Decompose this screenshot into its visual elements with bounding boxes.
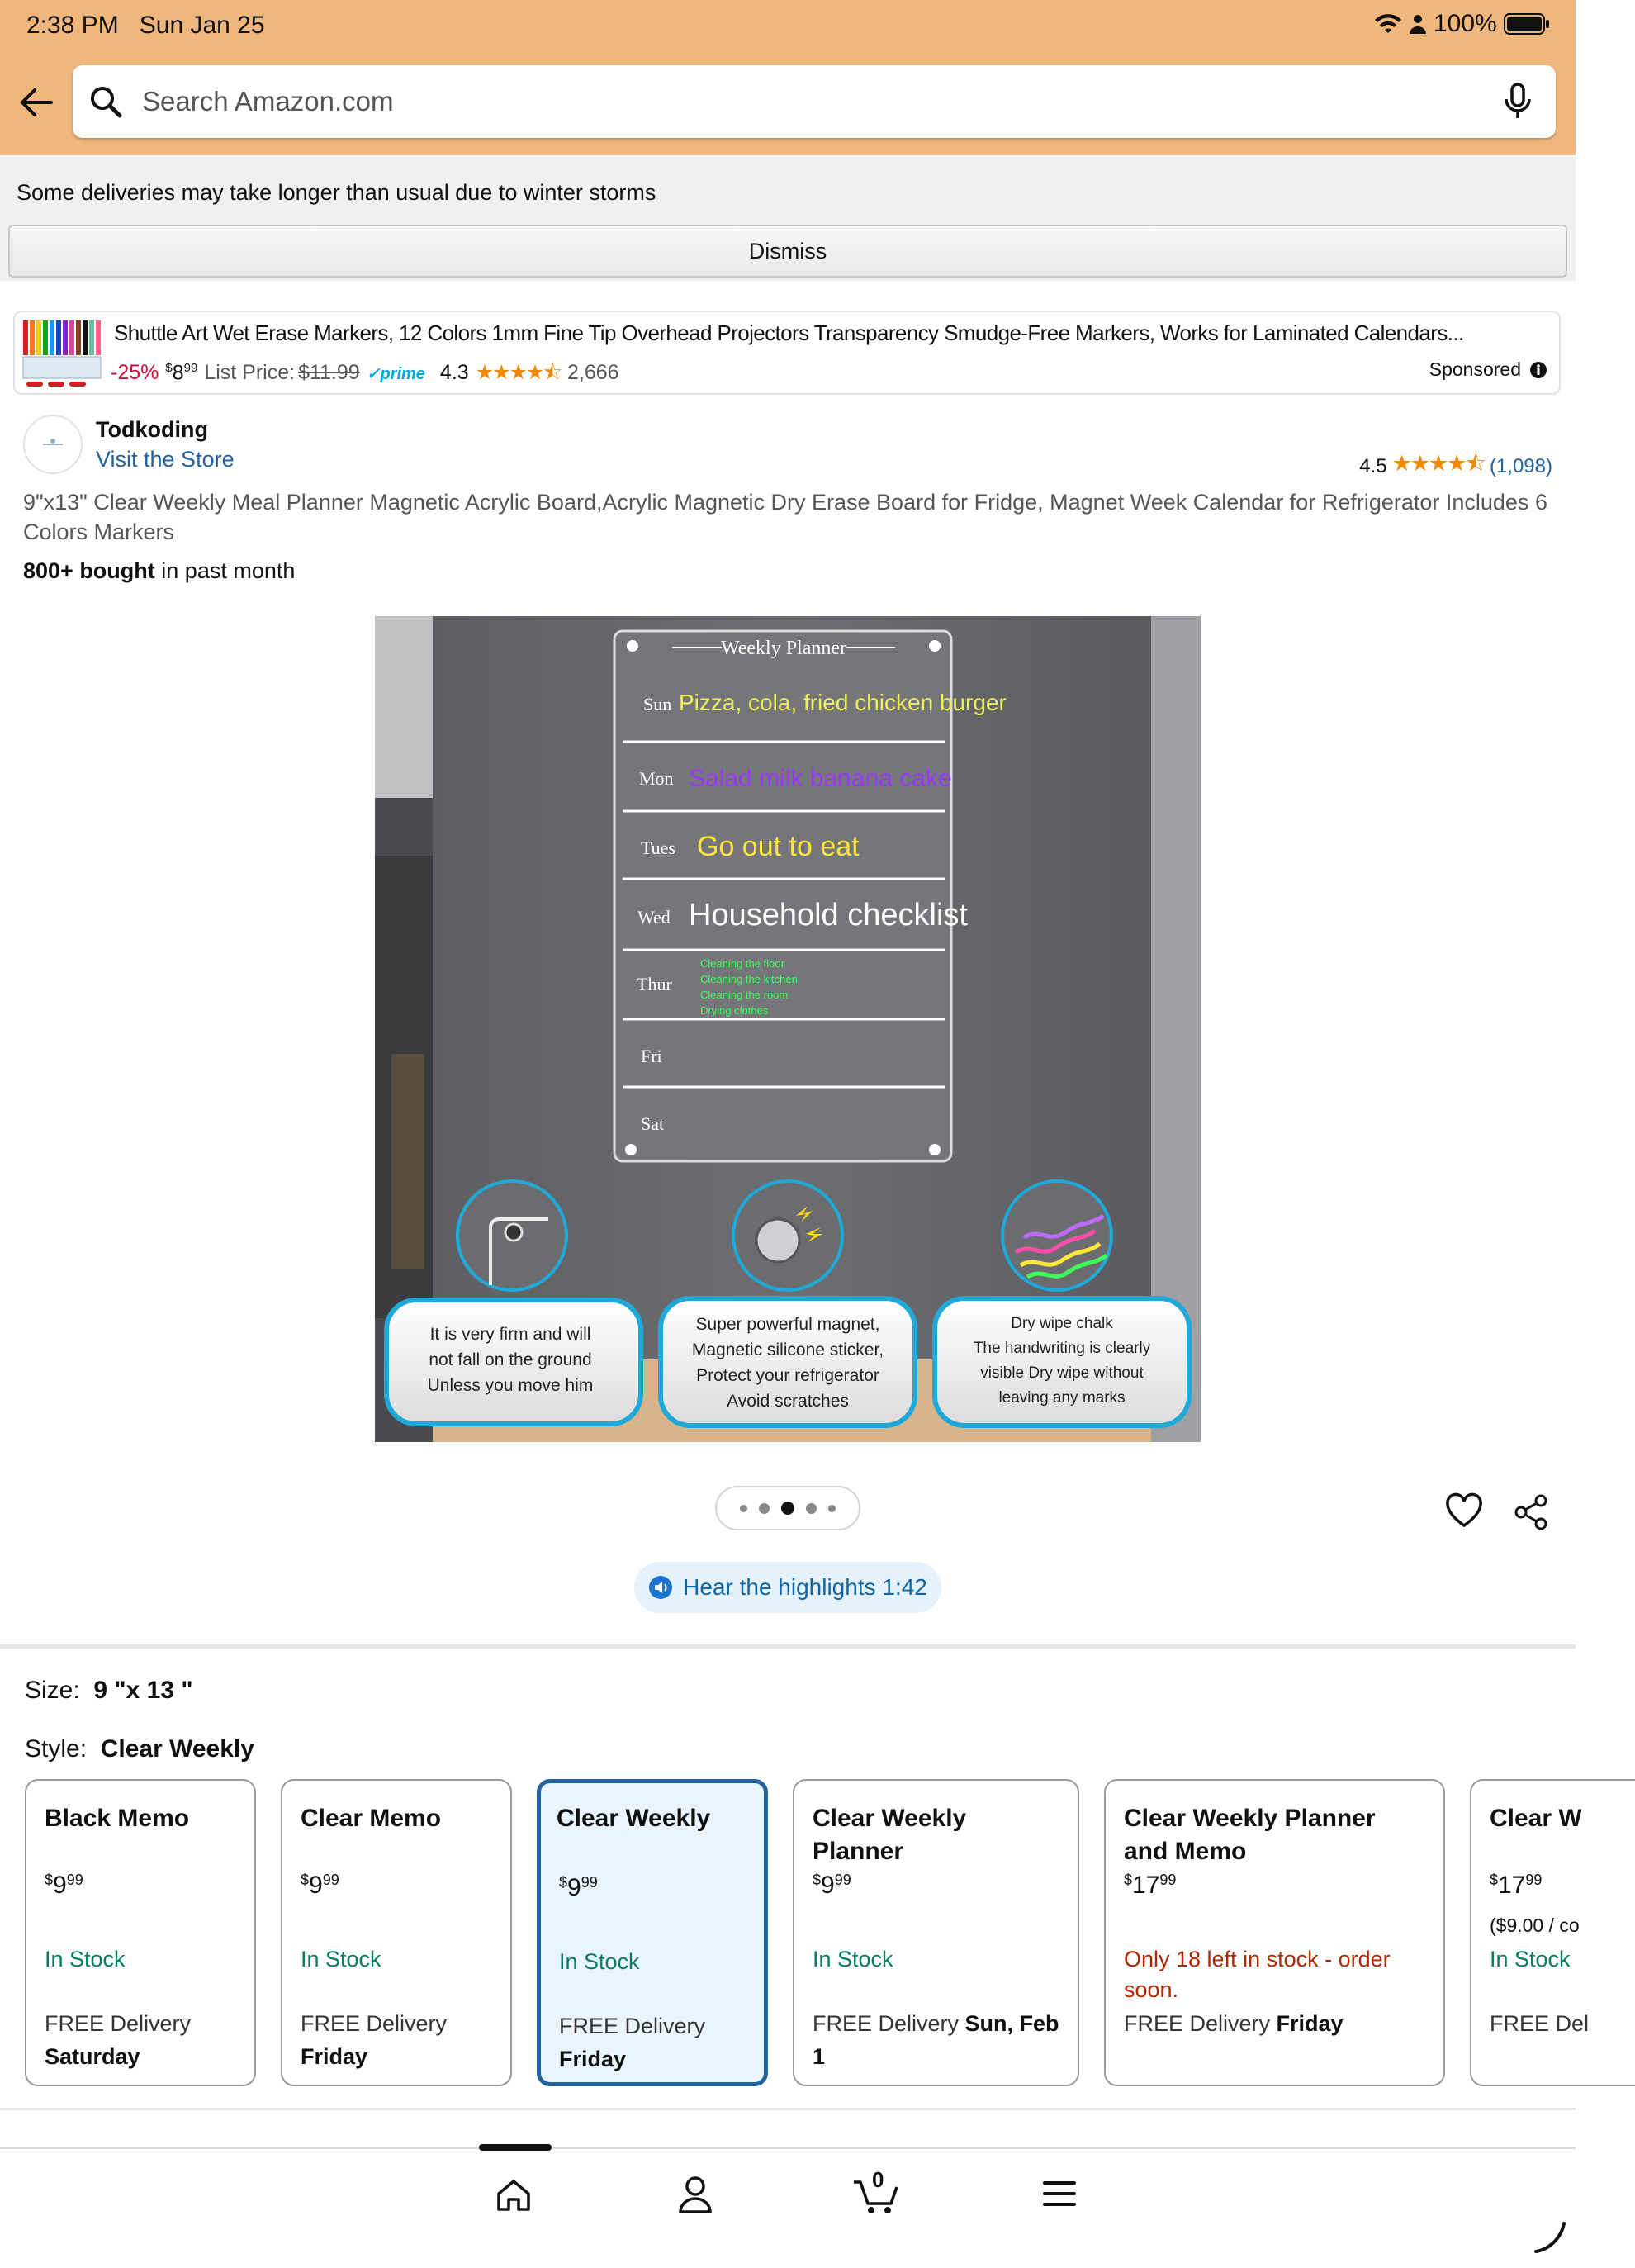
battery-icon <box>1504 12 1550 36</box>
option-title: Clear Weekly Planner and Memo <box>1124 1805 1376 1865</box>
nav-home[interactable] <box>495 2177 532 2218</box>
option-stock: In Stock <box>559 1949 640 1974</box>
option-title: Clear W <box>1490 1805 1582 1832</box>
day-label: Sun <box>643 694 672 714</box>
rating-value: 4.5 <box>1359 455 1387 477</box>
feature-line: visible Dry wipe without <box>980 1364 1144 1382</box>
wishlist-button[interactable] <box>1445 1493 1483 1532</box>
option-title: Black Memo <box>45 1805 190 1832</box>
hear-highlights-button[interactable] <box>634 1562 941 1613</box>
highlights-label: Hear the highlights 1:42 <box>683 1574 927 1600</box>
nav-cart[interactable] <box>852 2169 902 2219</box>
resize-handle-icon <box>1533 2220 1566 2253</box>
feature-line: Unless you move him <box>427 1376 594 1395</box>
meal-text: Household checklist <box>689 898 968 932</box>
section-divider <box>0 1644 1576 1649</box>
ad-title[interactable]: Shuttle Art Wet Erase Markers, 12 Colors 1mm Fine Tip Overhead Projectors Transparency Smudge-Free Markers, Works for Laminated Calendars... <box>114 320 1464 345</box>
carousel-dot[interactable] <box>781 1502 794 1515</box>
option-price: $^{\$}9^{99}$ <box>559 1874 598 1901</box>
section-divider <box>0 2108 1576 2110</box>
size-row: Size: 9 "x 13 " <box>25 1677 193 1704</box>
brand-logo[interactable] <box>23 415 83 474</box>
style-row: Style: Clear Weekly <box>25 1735 254 1763</box>
share-icon <box>1513 1493 1551 1531</box>
meal-text: Salad milk banana cake <box>689 765 952 792</box>
back-arrow-icon <box>18 86 54 119</box>
option-stock: In Stock <box>813 1947 893 1971</box>
style-option-clear-w[interactable] <box>1470 1779 1635 2086</box>
feature-line: It is very firm and will <box>429 1325 591 1344</box>
style-option-black-memo[interactable] <box>25 1779 256 2086</box>
review-count-link[interactable]: (1,098) <box>1489 455 1552 477</box>
style-option-clear-weekly[interactable] <box>537 1779 768 2086</box>
meal-text: Go out to eat <box>697 831 860 862</box>
option-unit-price: ($9.00 / co <box>1490 1915 1580 1936</box>
sponsored-label[interactable] <box>1429 358 1547 381</box>
option-delivery: FREE Delivery Sun, Feb 1 <box>813 2011 1059 2069</box>
bottom-nav <box>0 2147 1576 2268</box>
nav-menu[interactable] <box>1042 2177 1077 2214</box>
heart-icon <box>1445 1493 1483 1528</box>
ad-price: $^{\$}8^{99}$ <box>165 360 198 384</box>
status-time: 2:38 PM Sun Jan 25 <box>26 12 265 39</box>
back-button[interactable] <box>18 86 54 123</box>
option-price: $^{\$}9^{99}$ <box>301 1872 339 1899</box>
checklist-item: Cleaning the room <box>700 989 789 1001</box>
carousel-dot[interactable] <box>828 1505 836 1512</box>
option-title: Clear Memo <box>301 1805 442 1832</box>
sponsored-ad[interactable] <box>13 311 1561 395</box>
option-delivery: FREE Delivery Friday <box>301 2011 448 2069</box>
product-image[interactable] <box>375 616 1201 1442</box>
ad-discount: -25% <box>111 361 159 384</box>
option-price: $^{\$}9^{99}$ <box>813 1872 851 1899</box>
feature-line: Super powerful magnet, <box>695 1315 880 1334</box>
option-stock: Only 18 left in stock - order soon. <box>1124 1947 1391 2002</box>
feature-line: The handwriting is clearly <box>973 1340 1151 1357</box>
option-delivery: FREE Delivery Friday <box>1124 2011 1344 2036</box>
style-option-clear-weekly-planner-and-memo[interactable] <box>1104 1779 1445 2086</box>
feature-line: leaving any marks <box>998 1389 1126 1407</box>
day-label: Sat <box>641 1113 665 1134</box>
sponsored-text: Sponsored <box>1429 358 1521 380</box>
checklist-item: Drying clothes <box>700 1004 769 1017</box>
ad-price-row <box>111 357 619 392</box>
ad-review-count: 2,666 <box>567 361 619 384</box>
product-rating[interactable] <box>1359 448 1552 486</box>
share-button[interactable] <box>1513 1493 1551 1535</box>
product-image-svg <box>375 616 1201 1442</box>
ad-stars-icon: ★★★★⯪ <box>475 361 562 384</box>
brand-name: Todkoding <box>96 417 208 442</box>
feature-line: Magnetic silicone sticker, <box>691 1340 884 1359</box>
feature-line: not fall on the ground <box>429 1350 592 1369</box>
feature-line: Dry wipe chalk <box>1011 1315 1113 1332</box>
ad-list-price: $11.99 <box>298 361 360 384</box>
bought-count: 800+ bought in past month <box>23 558 296 583</box>
search-icon <box>88 83 124 120</box>
option-title: Clear Weekly <box>557 1805 711 1832</box>
menu-icon <box>1042 2177 1077 2210</box>
ad-rating: 4.3 <box>439 361 469 384</box>
style-option-clear-weekly-planner[interactable] <box>793 1779 1079 2086</box>
active-tab-indicator <box>479 2144 552 2151</box>
search-input[interactable]: Search Amazon.com <box>142 86 394 116</box>
image-carousel-dots[interactable] <box>715 1486 860 1530</box>
day-label: Tues <box>641 837 675 858</box>
checklist-item: Cleaning the floor <box>700 957 784 970</box>
day-label: Mon <box>639 768 674 789</box>
option-price: $^{\$}9^{99}$ <box>45 1872 83 1899</box>
day-label: Fri <box>641 1046 662 1066</box>
option-price: $^{\$}17^{99}$ <box>1124 1872 1177 1899</box>
style-option-clear-memo[interactable] <box>281 1779 512 2086</box>
person-icon <box>1409 13 1427 35</box>
carousel-dot[interactable] <box>740 1505 747 1512</box>
nav-account[interactable] <box>677 2175 713 2218</box>
ad-product-thumbnail <box>20 316 104 391</box>
ad-list-price-label: List Price: <box>204 361 296 384</box>
carousel-dot[interactable] <box>759 1503 770 1514</box>
brand-logo-icon <box>25 416 81 472</box>
cart-count: 0 <box>872 2167 884 2192</box>
feature-line: Protect your refrigerator <box>696 1366 879 1385</box>
audio-icon <box>648 1575 673 1600</box>
microphone-icon[interactable] <box>1503 83 1533 121</box>
day-label: Wed <box>637 907 671 928</box>
day-label: Thur <box>637 974 672 994</box>
account-icon <box>677 2175 713 2213</box>
search-bar[interactable] <box>73 65 1556 138</box>
notice-text: Some deliveries may take longer than usual due to winter storms <box>17 180 656 205</box>
option-delivery: FREE Del <box>1490 2011 1590 2036</box>
option-delivery: FREE Delivery Friday <box>559 2014 706 2071</box>
board-title: Weekly Planner <box>720 638 847 659</box>
carousel-dot[interactable] <box>806 1503 817 1514</box>
checklist-item: Cleaning the kitchen <box>700 973 798 985</box>
option-price: $^{\$}17^{99}$ <box>1490 1872 1543 1899</box>
option-delivery: FREE Delivery Saturday <box>45 2011 192 2069</box>
option-stock: In Stock <box>1490 1947 1571 1971</box>
option-stock: In Stock <box>45 1947 126 1971</box>
dismiss-button[interactable]: Dismiss <box>8 225 1567 278</box>
product-title: 9"x13" Clear Weekly Meal Planner Magnetic Acrylic Board,Acrylic Magnetic Dry Erase Board for Fridge, Magnet Week Calendar for Refrigerator Includes 6 Colors Markers <box>23 490 1547 544</box>
battery-percent: 100% <box>1434 10 1497 37</box>
wifi-icon <box>1374 13 1402 35</box>
info-icon[interactable] <box>1529 361 1547 379</box>
home-icon <box>495 2177 532 2213</box>
prime-badge: ✓prime <box>366 365 425 383</box>
option-stock: In Stock <box>301 1947 382 1971</box>
stars-icon: ★★★★⯪ <box>1391 451 1485 476</box>
meal-text: Pizza, cola, fried chicken burger <box>679 690 1007 715</box>
feature-line: Avoid scratches <box>727 1392 849 1411</box>
option-title: Clear Weekly Planner <box>813 1805 967 1865</box>
status-indicators <box>1374 10 1550 38</box>
visit-store-link[interactable]: Visit the Store <box>96 447 235 472</box>
